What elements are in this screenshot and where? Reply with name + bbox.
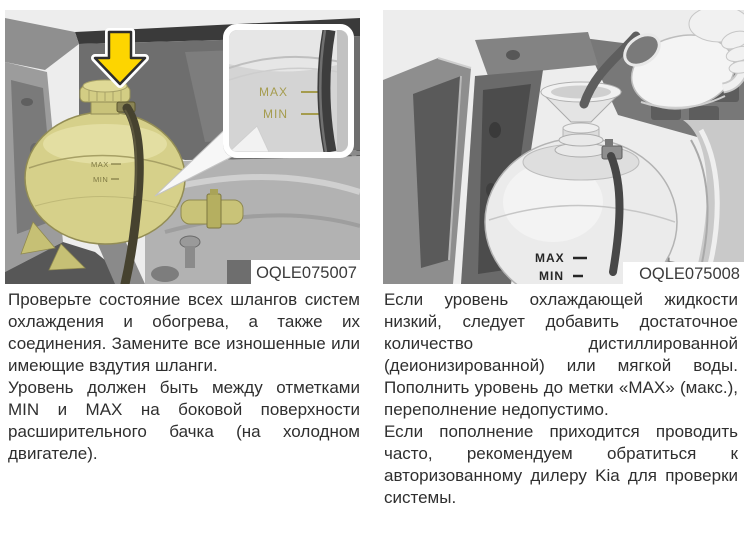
figure-caption-left (227, 260, 360, 284)
figure-coolant-refill (383, 10, 744, 284)
caption-code: OQLE075007 (256, 264, 357, 282)
magnified-inset (224, 25, 354, 158)
paragraph-level-between-marks: Уровень должен быть между отметками MIN и MAX на боковой поверхности расширительного бачка (на холодном двигателе). (8, 378, 360, 463)
paragraph-add-water: Если уровень охлаждающей жидкости низкий, следует добавить достаточное количество дистиллированной (деионизированной) или мягкой воды. Пополнить уровень до метки «MAX» (макс.), переполнение недопустимо. (384, 290, 738, 419)
paragraph-hoses-check: Проверьте состояние всех шлангов систем охлаждения и обогрева, а также их соединения. Замените все изношенные или имеющие вздутия шланги. (8, 290, 360, 375)
engine-bay-illustration-left (5, 10, 360, 284)
figure-coolant-reservoir-location (5, 10, 360, 284)
tank-max-mark: MAX (91, 160, 109, 169)
inset-hose (324, 30, 330, 152)
left-text-column (8, 289, 360, 465)
right-text-column (384, 289, 738, 509)
paragraph-frequent-refill: Если пополнение приходится проводить часто, рекомендуем обратиться к авторизованному дилеру Kia для проверки системы. (384, 422, 738, 507)
tank-min-mark: MIN (93, 175, 109, 184)
tank-max-mark: MAX (535, 251, 565, 265)
tank-min-mark: MIN (539, 269, 564, 283)
inset-min-label: MIN (263, 107, 288, 121)
caption-code: OQLE075008 (639, 265, 740, 283)
engine-bay-illustration-right (383, 10, 744, 284)
figure-caption-right (623, 262, 744, 284)
inset-max-label: MAX (259, 85, 289, 99)
